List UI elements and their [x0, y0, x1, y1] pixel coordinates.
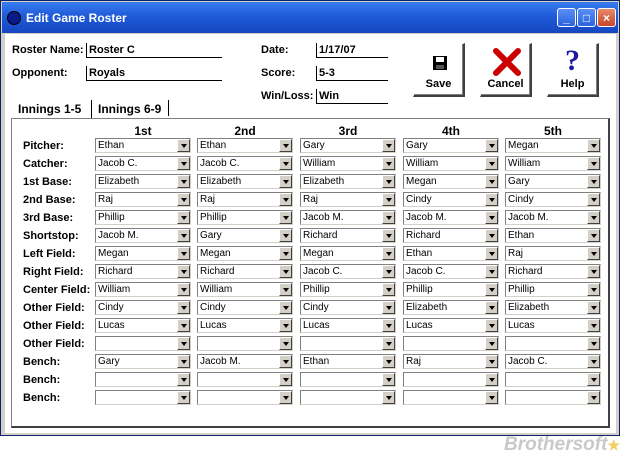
- row-label: Bench:: [23, 392, 61, 404]
- row-label: Other Field:: [23, 302, 85, 314]
- chevron-down-icon[interactable]: [382, 247, 395, 260]
- column-header-5th: 5th: [544, 124, 562, 138]
- chevron-down-icon[interactable]: [279, 139, 292, 152]
- position-select-value: Jacob M.: [200, 356, 241, 367]
- row-label: 1st Base:: [23, 176, 72, 188]
- position-select[interactable]: [505, 390, 601, 405]
- position-select-value: Jacob M.: [508, 212, 549, 223]
- position-select[interactable]: [403, 354, 499, 369]
- chevron-down-icon[interactable]: [382, 157, 395, 170]
- chevron-down-icon[interactable]: [177, 355, 190, 368]
- position-select-value: Phillip: [303, 284, 330, 295]
- position-select[interactable]: [505, 264, 601, 279]
- chevron-down-icon[interactable]: [177, 229, 190, 242]
- chevron-down-icon[interactable]: [587, 139, 600, 152]
- column-header-4th: 4th: [442, 124, 460, 138]
- position-select-value: Richard: [98, 266, 133, 277]
- chevron-down-icon[interactable]: [485, 319, 498, 332]
- floppy-disk-icon: [432, 55, 448, 71]
- position-select-value: Gary: [406, 140, 428, 151]
- chevron-down-icon[interactable]: [485, 283, 498, 296]
- position-select[interactable]: [197, 246, 293, 261]
- position-select[interactable]: [505, 372, 601, 387]
- position-select-value: Lucas: [406, 320, 433, 331]
- position-select-value: Jacob C.: [98, 158, 138, 169]
- roster-name-label: Roster Name:: [12, 44, 84, 56]
- position-select[interactable]: [300, 246, 396, 261]
- position-select[interactable]: [197, 318, 293, 333]
- help-button[interactable]: [547, 43, 599, 97]
- chevron-down-icon[interactable]: [177, 157, 190, 170]
- position-select[interactable]: [403, 264, 499, 279]
- position-select[interactable]: [403, 192, 499, 207]
- chevron-down-icon[interactable]: [485, 247, 498, 260]
- position-select[interactable]: [197, 192, 293, 207]
- position-select[interactable]: [300, 192, 396, 207]
- chevron-down-icon[interactable]: [587, 391, 600, 404]
- chevron-down-icon[interactable]: [382, 211, 395, 224]
- position-select[interactable]: [300, 228, 396, 243]
- chevron-down-icon[interactable]: [177, 319, 190, 332]
- chevron-down-icon[interactable]: [382, 355, 395, 368]
- chevron-down-icon[interactable]: [382, 229, 395, 242]
- chevron-down-icon[interactable]: [177, 211, 190, 224]
- chevron-down-icon[interactable]: [587, 247, 600, 260]
- chevron-down-icon[interactable]: [279, 283, 292, 296]
- position-select[interactable]: [95, 264, 191, 279]
- chevron-down-icon[interactable]: [587, 265, 600, 278]
- position-select-value: Raj: [200, 194, 216, 205]
- chevron-down-icon[interactable]: [485, 175, 498, 188]
- cancel-button[interactable]: [480, 43, 532, 97]
- chevron-down-icon[interactable]: [587, 319, 600, 332]
- chevron-down-icon[interactable]: [279, 373, 292, 386]
- chevron-down-icon[interactable]: [485, 193, 498, 206]
- row-label: Catcher:: [23, 158, 68, 170]
- position-select[interactable]: [403, 318, 499, 333]
- maximize-button[interactable]: □: [577, 8, 596, 27]
- position-select-value: Ethan: [98, 140, 125, 151]
- position-select[interactable]: [197, 372, 293, 387]
- position-select[interactable]: [95, 390, 191, 405]
- position-select-value: Megan: [508, 140, 539, 151]
- chevron-down-icon[interactable]: [587, 355, 600, 368]
- row-label: Right Field:: [23, 266, 84, 278]
- chevron-down-icon[interactable]: [587, 373, 600, 386]
- minimize-button[interactable]: _: [557, 8, 576, 27]
- position-select[interactable]: [197, 210, 293, 225]
- watermark: Brothersoft★: [504, 434, 620, 455]
- chevron-down-icon[interactable]: [279, 301, 292, 314]
- row-label: 3rd Base:: [23, 212, 74, 224]
- chevron-down-icon[interactable]: [587, 301, 600, 314]
- position-select-value: Megan: [406, 176, 437, 187]
- position-select[interactable]: [505, 282, 601, 297]
- position-select-value: Ethan: [200, 140, 227, 151]
- position-select[interactable]: [300, 174, 396, 189]
- position-select[interactable]: [300, 138, 396, 153]
- position-select-value: Raj: [303, 194, 319, 205]
- date-label: Date:: [261, 44, 289, 56]
- position-select[interactable]: [300, 264, 396, 279]
- position-select[interactable]: [95, 174, 191, 189]
- chevron-down-icon[interactable]: [382, 391, 395, 404]
- position-select[interactable]: [505, 228, 601, 243]
- position-select[interactable]: [300, 354, 396, 369]
- position-select-value: Megan: [98, 248, 129, 259]
- window-title: Edit Game Roster: [26, 11, 127, 25]
- position-select-value: Jacob M.: [98, 230, 139, 241]
- chevron-down-icon[interactable]: [485, 301, 498, 314]
- position-select-value: Gary: [303, 140, 325, 151]
- score-label: Score:: [261, 67, 296, 79]
- position-select-value: Richard: [303, 230, 338, 241]
- position-select[interactable]: [403, 138, 499, 153]
- chevron-down-icon[interactable]: [177, 301, 190, 314]
- position-select[interactable]: [95, 282, 191, 297]
- position-select[interactable]: [300, 210, 396, 225]
- position-select-value: William: [200, 284, 233, 295]
- position-select[interactable]: [403, 210, 499, 225]
- question-mark-icon: ?: [565, 44, 580, 77]
- position-select-value: Richard: [200, 266, 235, 277]
- position-select-value: William: [303, 158, 336, 169]
- column-header-3rd: 3rd: [338, 124, 358, 138]
- tab-divider: [168, 100, 169, 116]
- chevron-down-icon[interactable]: [382, 319, 395, 332]
- tab-innings-1-5[interactable]: Innings 1-5: [18, 102, 82, 116]
- position-select[interactable]: [197, 300, 293, 315]
- chevron-down-icon[interactable]: [177, 373, 190, 386]
- chevron-down-icon[interactable]: [382, 265, 395, 278]
- position-select-value: Elizabeth: [200, 176, 242, 187]
- chevron-down-icon[interactable]: [279, 247, 292, 260]
- position-select-value: Raj: [508, 248, 524, 259]
- score-field[interactable]: 5-3: [316, 66, 388, 81]
- position-select[interactable]: [505, 192, 601, 207]
- chevron-down-icon[interactable]: [382, 301, 395, 314]
- position-select[interactable]: [403, 174, 499, 189]
- chevron-down-icon[interactable]: [485, 373, 498, 386]
- position-select-value: Cindy: [98, 302, 124, 313]
- position-select[interactable]: [197, 228, 293, 243]
- chevron-down-icon[interactable]: [485, 265, 498, 278]
- row-label: Other Field:: [23, 338, 85, 350]
- chevron-down-icon[interactable]: [279, 355, 292, 368]
- position-select-value: Richard: [406, 230, 441, 241]
- position-select[interactable]: [300, 390, 396, 405]
- chevron-down-icon[interactable]: [177, 265, 190, 278]
- chevron-down-icon[interactable]: [382, 193, 395, 206]
- app-icon: [7, 11, 21, 25]
- position-select[interactable]: [505, 210, 601, 225]
- chevron-down-icon[interactable]: [177, 391, 190, 404]
- position-select[interactable]: [95, 354, 191, 369]
- position-select[interactable]: [300, 282, 396, 297]
- position-select[interactable]: [505, 246, 601, 261]
- chevron-down-icon[interactable]: [587, 211, 600, 224]
- position-select[interactable]: [95, 246, 191, 261]
- position-select[interactable]: [403, 282, 499, 297]
- row-label: Left Field:: [23, 248, 76, 260]
- position-select-value: William: [508, 158, 541, 169]
- position-select-value: Raj: [98, 194, 114, 205]
- cancel-label: Cancel: [487, 78, 524, 90]
- save-button[interactable]: [413, 43, 465, 97]
- column-header-1st: 1st: [134, 124, 152, 138]
- chevron-down-icon[interactable]: [587, 193, 600, 206]
- chevron-down-icon[interactable]: [382, 175, 395, 188]
- position-select-value: Cindy: [406, 194, 432, 205]
- client-area: [5, 34, 620, 455]
- position-select-value: Richard: [508, 266, 543, 277]
- row-label: Bench:: [23, 356, 61, 368]
- position-select-value: William: [406, 158, 439, 169]
- position-select-value: Cindy: [303, 302, 329, 313]
- position-select-value: Elizabeth: [98, 176, 140, 187]
- position-select[interactable]: [197, 156, 293, 171]
- tab-divider: [91, 100, 92, 118]
- row-label: Other Field:: [23, 320, 85, 332]
- position-select[interactable]: [95, 228, 191, 243]
- chevron-down-icon[interactable]: [279, 229, 292, 242]
- chevron-down-icon[interactable]: [485, 229, 498, 242]
- chevron-down-icon[interactable]: [279, 265, 292, 278]
- title-bar[interactable]: [2, 2, 618, 33]
- chevron-down-icon[interactable]: [382, 139, 395, 152]
- red-x-icon: [492, 47, 522, 77]
- position-select-value: Lucas: [303, 320, 330, 331]
- position-select-value: Ethan: [508, 230, 535, 241]
- position-select[interactable]: [197, 174, 293, 189]
- chevron-down-icon[interactable]: [587, 229, 600, 242]
- chevron-down-icon[interactable]: [587, 337, 600, 350]
- opponent-label: Opponent:: [12, 67, 68, 79]
- position-select[interactable]: [197, 390, 293, 405]
- position-select-value: Lucas: [200, 320, 227, 331]
- help-label: Help: [560, 78, 585, 90]
- position-select[interactable]: [95, 300, 191, 315]
- position-select[interactable]: [300, 156, 396, 171]
- position-select-value: Jacob M.: [406, 212, 447, 223]
- position-select[interactable]: [95, 156, 191, 171]
- position-select[interactable]: [403, 246, 499, 261]
- position-select-value: Ethan: [406, 248, 433, 259]
- save-label: Save: [425, 78, 452, 90]
- chevron-down-icon[interactable]: [177, 175, 190, 188]
- position-select-value: Phillip: [508, 284, 535, 295]
- position-select-value: Jacob C.: [200, 158, 240, 169]
- position-select-value: Phillip: [200, 212, 227, 223]
- position-select-value: Megan: [303, 248, 334, 259]
- chevron-down-icon[interactable]: [177, 283, 190, 296]
- row-label: 2nd Base:: [23, 194, 76, 206]
- position-select[interactable]: [300, 300, 396, 315]
- chevron-down-icon[interactable]: [279, 319, 292, 332]
- opponent-field[interactable]: Royals: [86, 66, 222, 81]
- win-loss-field[interactable]: Win: [316, 89, 388, 104]
- chevron-down-icon[interactable]: [587, 283, 600, 296]
- chevron-down-icon[interactable]: [485, 157, 498, 170]
- chevron-down-icon[interactable]: [382, 373, 395, 386]
- chevron-down-icon[interactable]: [177, 247, 190, 260]
- position-select[interactable]: [505, 318, 601, 333]
- chevron-down-icon[interactable]: [177, 337, 190, 350]
- chevron-down-icon[interactable]: [279, 391, 292, 404]
- position-select[interactable]: [505, 336, 601, 351]
- position-select[interactable]: [95, 210, 191, 225]
- chevron-down-icon[interactable]: [382, 283, 395, 296]
- win-loss-label: Win/Loss:: [261, 90, 314, 102]
- row-label: Pitcher:: [23, 140, 64, 152]
- position-select-value: Jacob M.: [303, 212, 344, 223]
- position-select-value: William: [98, 284, 131, 295]
- chevron-down-icon[interactable]: [279, 193, 292, 206]
- position-select[interactable]: [403, 390, 499, 405]
- position-select[interactable]: [95, 138, 191, 153]
- position-select-value: Lucas: [98, 320, 125, 331]
- position-select[interactable]: [95, 372, 191, 387]
- position-select[interactable]: [505, 138, 601, 153]
- chevron-down-icon[interactable]: [485, 355, 498, 368]
- position-select[interactable]: [403, 372, 499, 387]
- row-label: Center Field:: [23, 284, 91, 296]
- position-select-value: Jacob C.: [508, 356, 548, 367]
- position-select[interactable]: [403, 300, 499, 315]
- position-select-value: Jacob C.: [303, 266, 343, 277]
- position-select[interactable]: [300, 318, 396, 333]
- position-select[interactable]: [403, 228, 499, 243]
- chevron-down-icon[interactable]: [279, 175, 292, 188]
- chevron-down-icon[interactable]: [279, 211, 292, 224]
- position-select-value: Megan: [200, 248, 231, 259]
- chevron-down-icon[interactable]: [279, 337, 292, 350]
- position-select[interactable]: [197, 138, 293, 153]
- chevron-down-icon[interactable]: [382, 337, 395, 350]
- position-select-value: Cindy: [508, 194, 534, 205]
- position-select[interactable]: [300, 336, 396, 351]
- position-select-value: Jacob C.: [406, 266, 446, 277]
- position-select-value: Elizabeth: [303, 176, 345, 187]
- chevron-down-icon[interactable]: [587, 157, 600, 170]
- position-select-value: Elizabeth: [406, 302, 448, 313]
- chevron-down-icon[interactable]: [485, 211, 498, 224]
- position-select-value: Phillip: [406, 284, 433, 295]
- chevron-down-icon[interactable]: [485, 337, 498, 350]
- chevron-down-icon[interactable]: [485, 139, 498, 152]
- position-select[interactable]: [197, 336, 293, 351]
- date-field[interactable]: 1/17/07: [316, 43, 388, 58]
- position-select[interactable]: [300, 372, 396, 387]
- position-select[interactable]: [95, 192, 191, 207]
- chevron-down-icon[interactable]: [485, 391, 498, 404]
- row-label: Shortstop:: [23, 230, 79, 242]
- chevron-down-icon[interactable]: [279, 157, 292, 170]
- position-select[interactable]: [505, 354, 601, 369]
- position-select[interactable]: [197, 264, 293, 279]
- position-select[interactable]: [403, 156, 499, 171]
- position-select-value: Elizabeth: [508, 302, 550, 313]
- position-select-value: Lucas: [508, 320, 535, 331]
- tab-innings-6-9[interactable]: Innings 6-9: [98, 102, 162, 116]
- position-select[interactable]: [197, 354, 293, 369]
- position-select[interactable]: [505, 300, 601, 315]
- position-select-value: Gary: [508, 176, 530, 187]
- position-select-value: Gary: [98, 356, 120, 367]
- position-select[interactable]: [505, 174, 601, 189]
- position-select[interactable]: [95, 336, 191, 351]
- chevron-down-icon[interactable]: [177, 139, 190, 152]
- position-select-value: Cindy: [200, 302, 226, 313]
- position-select[interactable]: [403, 336, 499, 351]
- column-header-2nd: 2nd: [234, 124, 256, 138]
- position-select-value: Ethan: [303, 356, 330, 367]
- chevron-down-icon[interactable]: [177, 193, 190, 206]
- chevron-down-icon[interactable]: [587, 175, 600, 188]
- position-select[interactable]: [95, 318, 191, 333]
- roster-name-field[interactable]: Roster C: [86, 43, 222, 58]
- row-label: Bench:: [23, 374, 61, 386]
- position-select-value: Gary: [200, 230, 222, 241]
- close-button[interactable]: ×: [597, 8, 616, 27]
- position-select[interactable]: [197, 282, 293, 297]
- position-select-value: Raj: [406, 356, 422, 367]
- position-select-value: Phillip: [98, 212, 125, 223]
- position-select[interactable]: [505, 156, 601, 171]
